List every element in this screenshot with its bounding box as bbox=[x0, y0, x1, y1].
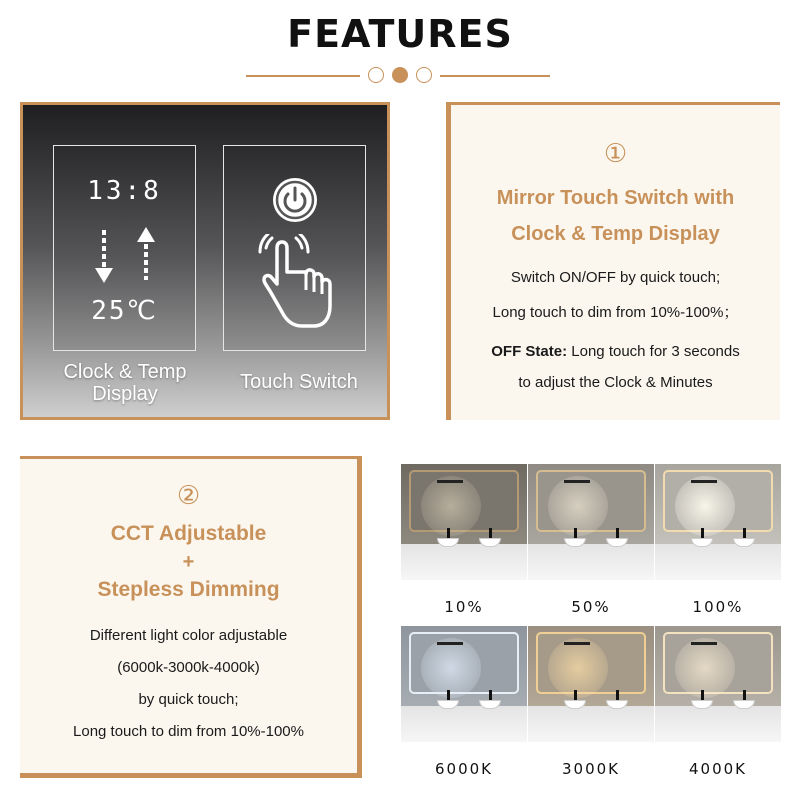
mirror-display-panel bbox=[20, 102, 390, 420]
bathroom-mirror-image-10 bbox=[401, 464, 527, 580]
feature-desc-line: Long touch to dim from 10%-100%； bbox=[492, 304, 739, 321]
clock-temp-caption bbox=[35, 361, 215, 405]
caption-line: Clock & Temp bbox=[63, 361, 187, 383]
title-divider-right bbox=[440, 75, 550, 77]
caption-line: Display bbox=[92, 383, 158, 405]
touch-switch-caption: Touch Switch bbox=[240, 371, 358, 393]
decor-dot bbox=[368, 67, 384, 83]
clock-readout: 13:8 bbox=[87, 176, 162, 206]
feature-desc-line: to adjust the Clock & Minutes bbox=[518, 374, 713, 391]
cct-label: 6000K bbox=[434, 760, 493, 778]
feature-heading-line: + bbox=[182, 551, 195, 573]
cct-label: 3000K bbox=[561, 760, 620, 778]
clock-temp-display bbox=[53, 145, 196, 351]
power-icon bbox=[271, 176, 319, 224]
feature-heading-line: Stepless Dimming bbox=[97, 578, 280, 601]
feature-number: ② bbox=[176, 481, 201, 511]
touch-hand-icon bbox=[258, 234, 334, 330]
bathroom-mirror-image-100 bbox=[655, 464, 781, 580]
feature-desc-line: (6000k-3000k-4000k) bbox=[117, 659, 260, 676]
decor-dot bbox=[416, 67, 432, 83]
feature-1-card bbox=[446, 102, 780, 420]
feature-heading-line: CCT Adjustable bbox=[110, 522, 267, 545]
feature-2-card bbox=[20, 456, 362, 778]
brightness-label: 50% bbox=[571, 598, 611, 616]
arrow-down-icon bbox=[94, 230, 114, 284]
arrow-up-icon bbox=[136, 226, 156, 280]
decor-dot-active bbox=[392, 67, 408, 83]
touch-switch-display bbox=[223, 145, 366, 351]
feature-desc-line: Long touch to dim from 10%-100% bbox=[73, 723, 304, 740]
page-title: FEATURES bbox=[287, 12, 513, 56]
feature-desc-line: by quick touch; bbox=[138, 691, 239, 708]
bathroom-mirror-image-6000k bbox=[401, 626, 527, 742]
temperature-readout: 25℃ bbox=[91, 296, 158, 326]
bathroom-mirror-image-50 bbox=[528, 464, 654, 580]
feature-heading-line: Clock & Temp Display bbox=[511, 223, 720, 245]
brightness-label: 100% bbox=[692, 598, 744, 616]
cct-label: 4000K bbox=[688, 760, 747, 778]
bathroom-mirror-image-3000k bbox=[528, 626, 654, 742]
feature-number: ① bbox=[603, 139, 628, 169]
bathroom-mirror-image-4000k bbox=[655, 626, 781, 742]
feature-desc-line: Different light color adjustable bbox=[89, 627, 288, 644]
off-state-text: Long touch for 3 seconds bbox=[567, 343, 740, 360]
title-divider-left bbox=[246, 75, 360, 77]
feature-heading-line: Mirror Touch Switch with bbox=[496, 187, 735, 209]
off-state-line bbox=[451, 343, 780, 360]
feature-desc-line: Switch ON/OFF by quick touch; bbox=[510, 269, 721, 286]
brightness-label: 10% bbox=[444, 598, 484, 616]
off-state-label: OFF State: bbox=[491, 343, 568, 360]
